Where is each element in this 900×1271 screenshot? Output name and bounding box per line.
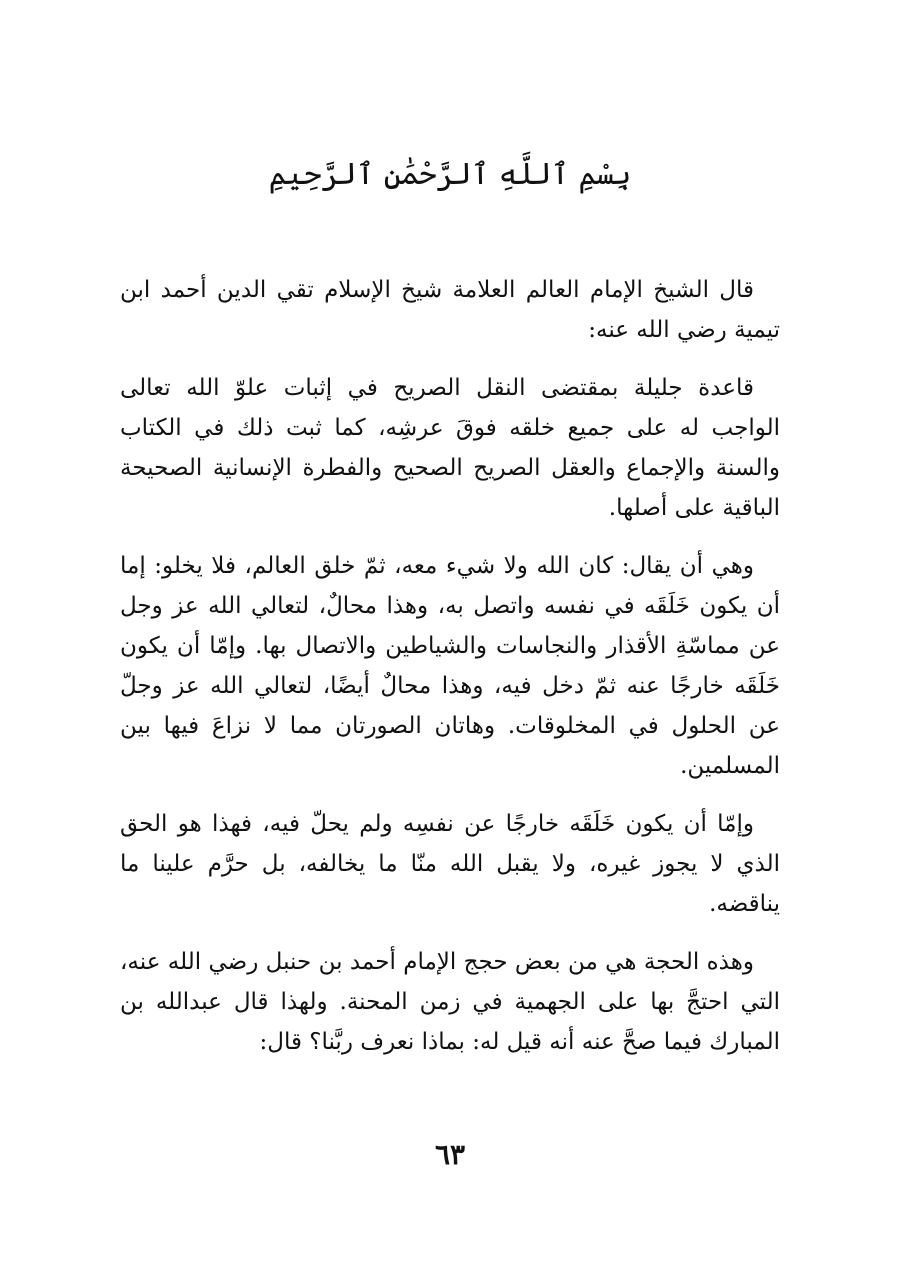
paragraph-1: قال الشيخ الإمام العالم العلامة شيخ الإسلام تقي الدين أحمد ابن تيمية رضي الله عنه: [120, 277, 780, 343]
paragraph-5: وهذه الحجة هي من بعض حجج الإمام أحمد بن حنبل رضي الله عنه، التي احتجَّ بها على الجهمية في زمن المحنة. ولهذا قال عبدالله بن المبارك فيما صحَّ عنه أنه قيل له: بماذا نعرف ربَّنا؟ قال: [120, 949, 780, 1055]
paragraph-3: وهي أن يقال: كان الله ولا شيء معه، ثمّ خلق العالم، فلا يخلو: إما أن يكون خَلَقَه في نفسه واتصل به، وهذا محالٌ، لتعالي الله عز وجل عن مماسّةِ الأقذار والنجاسات والشياطين والاتصال بها. وإمّا أن يكون خَلَقَه خارجًا عنه ثمّ دخل فيه، وهذا محالٌ أيضًا، لتعالي الله عز وجلّ عن الحلول في المخلوقات. وهاتان الصورتان مما لا نزاعَ فيها بين المسلمين. [120, 553, 780, 779]
basmala-heading: بِسْمِ ٱللَّهِ ٱلرَّحْمَٰنِ ٱلرَّحِيمِ [268, 157, 632, 192]
paragraph-4: وإمّا أن يكون خَلَقَه خارجًا عن نفسِه ولم يحلّ فيه، فهذا هو الحق الذي لا يجوز غيره، ولا يقبل الله منّا ما يخالفه، بل حرَّم علينا ما يناقضه. [120, 811, 780, 917]
page-number: ٦٣ [434, 1138, 466, 1171]
paragraph-2: قاعدة جليلة بمقتضى النقل الصريح في إثبات علوّ الله تعالى الواجب له على جميع خلقه فوقَ عرشِه، كما ثبت ذلك في الكتاب والسنة والإجماع والعقل الصريح الصحيح والفطرة الإنسانية الصحيحة الباقية على أصلها. [120, 375, 780, 521]
body-text [120, 270, 780, 1080]
